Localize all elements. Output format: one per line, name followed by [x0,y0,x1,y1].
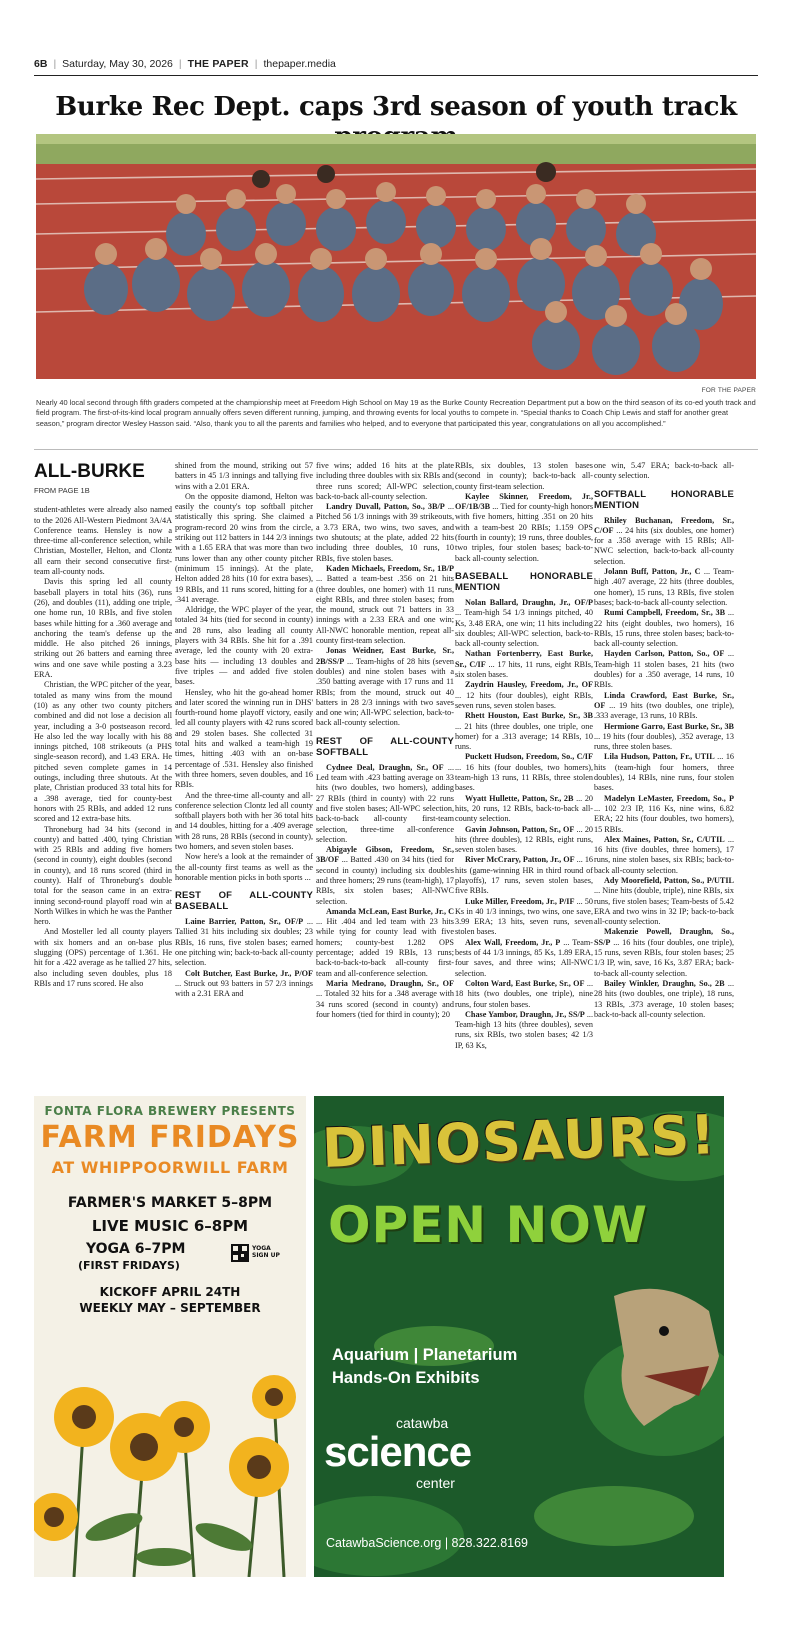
player-name: Alex Maines, Patton, Sr., C/UTIL [604,834,725,844]
player-stats: ... 18 hits (two doubles, one triple), nine runs, four stolen bases. [455,978,593,1009]
ad-location: AT WHIPPOORWILL FARM [51,1158,289,1177]
player-entry [316,502,454,564]
player-name: Jolann Buff, Patton, Jr., C [604,567,701,577]
player-stats: ... 20 hits, 20 runs, 12 RBIs, back-to-back all-county selection. [455,793,594,824]
ad-features-line-1: Aquarium | Planetarium [332,1346,518,1364]
player-entry [316,564,454,646]
player-name: Hayden Carlson, Patton, So., OF [604,649,725,659]
page-number: 6B [34,57,48,70]
player-name: Rhett Houston, East Burke, Sr., 3B [465,711,593,721]
player-name: Linda Crawford, East Burke, Sr., OF [594,690,734,710]
player-entry [316,646,454,728]
paragraph: Christian, the WPC pitcher of the year, totaled as many wins from the mound (10) as any other two county pitchers combined and did not lose a decision all year, including a 3-0 postseason record. He also led the way locally with his 88 innings pitched, 108 strikeouts (a PHS single-season record), and 1.43 ERA. He pitched seven complete games in 14 outings, including three shutouts. At the plate, Christian produced 33 total hits for a .398 average, tied for county-best honors with 25 RBIs, and added 12 runs scored and 12 extra-base hits. [34,680,172,824]
page-header [34,56,758,76]
player-stats: ... 12 hits (four doubles), eight RBIs, seven runs, seven stolen bases. [455,690,593,710]
player-stats: ... Team-highs of 28 hits (seven doubles) and nine stolen bases with a .350 batting average with 17 runs and 11 RBIs; from the mound, struck out 40 batters in 28 2/3 innings with two saves and one win; All-WPC selection, back-to-back all-county selection. [316,656,454,728]
player-name: Nolan Ballard, Draughn, Jr., OF/P [465,597,593,607]
player-entry [316,763,454,845]
player-stats: ... Tied for county-high honors with five homers, hitting .351 on 20 hits with a team-best 20 RBIs; 1.159 OPS (fourth in county); 19 runs, three doubles, two triples, four stolen bases; back-to-back all-county selection. [455,502,593,563]
player-stats: ... Tallied 31 hits including six doubles; 23 RBIs, 16 runs, five stolen bases; earned one pitching win; back-to-back all-county selection. [175,917,314,968]
ad-yoga-time: YOGA 6–7PM [86,1241,186,1257]
paragraph: Davis this spring led all county baseball players in total hits (36), runs (26), and doubles (11), adding one triple, one home run, 10 RBIs, and five stolen bases while hitting for a .360 average and anchoring the team's defense up the middle. He also pitched 26 innings, striking out 26 batters and earning three wins and one save while posting a 3.23 ERA. [34,577,172,680]
section-heading: BASEBALL HONORABLE MENTION [455,570,593,593]
issue-date: Saturday, May 30, 2026 [62,57,173,70]
player-name: Hermione Garro, East Burke, Sr., 3B [604,721,734,731]
player-entry [594,835,734,876]
player-stats: ... 16 hits (four doubles, one triple), 15 runs, seven RBIs, four stolen bases; 25 1/3 IP, win, save, 16 Ks, 3.87 ERA; back-to-back all-county selection. [594,937,734,978]
player-entry [175,969,313,1000]
player-stats: ... 24 hits (six doubles, one homer) for a .358 average with 15 RBIs; All-NWC selection, back-to-back all-county selection. [594,525,734,566]
article-column-5 [594,461,734,1020]
article-title: ALL-BURKE [34,461,145,482]
player-stats: ... Team-high 54 1/3 innings pitched, 40 Ks, 3.48 ERA, one win; 11 hits including six doubles; All-WPC selection, back-to-back all-county selection. [455,608,593,649]
ad-contact[interactable]: CatawbaScience.org | 828.322.8169 [326,1536,529,1550]
player-name: Amanda McLean, East Burke, Jr., C [326,906,454,916]
player-entry [594,794,734,835]
player-name: Madelyn LeMaster, Freedom, So., P [604,793,734,803]
player-stats: ... 16 hits (four doubles, two homers), team-high 13 runs, 11 RBIs, three stolen bases. [455,762,593,793]
paragraph: five wins; added 16 hits at the plate including three doubles with six RBIs and three runs scored; All-WPC selection, back-to-back all-county selection. [316,461,454,501]
section-heading: REST OF ALL-COUNTY SOFTBALL [316,735,454,758]
paragraph: RBIs, six doubles, 13 stolen bases (second in county); back-to-back all-county first-team selection. [455,461,593,491]
paper-name: THE PAPER [187,57,249,70]
paragraph: Now here's a look at the remainder of the all-county first teams as well as the honorable mention picks in both sports ... [175,852,313,882]
player-entry [594,691,734,722]
player-stats: ... 28 hits (two doubles, one triple), 18 runs, 13 RBIs, .373 average, 10 stolen bases; back-to-back all-county selection. [594,978,734,1019]
paragraph: Hensley, who hit the go-ahead homer and later scored the winning run in DHS' fourth-round home playoff victory, easily led all county players with 42 runs scored and 29 stolen bases. She collected 31 total hits and walked a team-high 19 times, hitting .403 with an on-base percentage of .531. Hensley also finished with three homers, seven doubles, and 16 RBIs. [175,687,313,790]
ad-headline: DINOSAURS! [321,1103,717,1180]
player-stats: ... Team-high 11 stolen bases, 21 hits (two doubles) for a .350 average, 14 runs, 10 RBIs. [594,649,734,690]
player-name: Maria Medrano, Draughn, Sr., OF [326,978,454,988]
player-stats: ... 19 hits (two doubles, one triple), .333 average, 13 runs, 10 RBIs. [594,700,734,721]
paragraph: student-athletes were already also named to the 2026 All-Western Piedmont 3A/4A Conference teams. Hensley is now a three-time all-conference selection, while Christian, Mosteller, Helton, and Clontz all earn their second consecutive first-team all-county nods. [34,505,172,577]
player-entry [594,649,734,690]
player-entry [455,752,593,793]
player-name: Alex Wall, Freedom, Jr., P [465,937,561,947]
player-entry [594,876,734,927]
player-stats: ... Team-high 13 hits (three doubles), seven runs, six RBIs, two stolen bases; 42 1/3 IP, 63 Ks, [455,1009,593,1050]
logo-catawba: catawba [396,1415,449,1431]
player-name: Landry Duvall, Patton, So., 3B/P [326,502,445,512]
paragraph: Throneburg had 34 hits (second in county) and batted .400, tying Christian with 25 RBIs and adding five homers (second in county), eight doubles (second in county), and 18 runs scored (third in county). Half of Throneburg's double total for the season came in an extra-inning second-round playoff road win at North Wilkes in which he was the Panther hero. [34,824,172,927]
ad-presenter: FONTA FLORA BREWERY PRESENTS [44,1104,296,1118]
player-entry [594,608,734,649]
jump-line: FROM PAGE 1B [34,486,90,495]
player-name: Colt Butcher, East Burke, Jr., P/OF [185,968,313,978]
player-entry [594,927,734,978]
player-entry [594,516,734,567]
science-center-ad[interactable] [314,1096,724,1577]
player-entry [455,492,593,564]
player-entry [455,680,593,711]
player-entry [316,979,454,1020]
paragraph: shined from the mound, striking out 57 batters in 45 1/3 innings and tallying five wins with a 2.01 ERA. [175,461,313,491]
player-stats: ... Batted .430 on 34 hits (tied for second in county) including six doubles and three homers; 29 runs (team-high), 17 RBIs, six stolen bases; All-NWC selection. [316,855,455,906]
player-name: Laine Barrier, Patton, Sr., OF/P [185,917,304,927]
headline: Burke Rec Dept. caps 3rd season of youth track [55,92,737,122]
player-entry [594,567,734,608]
player-stats: ... 19 hits (four doubles), .352 average, 13 runs, three stolen bases. [594,731,734,752]
qr-code-icon[interactable] [231,1244,249,1262]
player-name: Lila Hudson, Patton, Fr., UTIL [604,752,715,762]
player-name: Zaydrin Hausley, Freedom, Jr., OF [465,680,593,690]
player-name: Abigayle Gibson, Freedom, Sr., 3B/OF [316,845,454,865]
player-name: Kaylee Skinner, Freedom, Jr., OF/1B/3B [455,491,593,512]
photo-credit: FOR THE PAPER [701,387,756,394]
article-column-2 [175,461,313,1000]
player-entry [175,917,313,968]
player-stats: ... Totaled 32 hits for a .348 average with 34 runs scored (second in county) and four homers (tied for third in county); 20 [316,989,454,1019]
team-photo [36,134,756,379]
separator: | [53,57,57,70]
player-stats: ... 50 Ks in 40 1/3 innings, two wins, one save, 3.99 ERA; 13 hits, seven runs, seven stolen bases. [455,896,593,937]
player-name: Luke Miller, Freedom, Jr., P/IF [465,896,575,906]
qr-label: YOGA SIGN UP [252,1245,280,1259]
player-stats: ... 16 hits (team-high four homers, three doubles), 14 RBIs, nine runs, four stolen bases. [594,752,735,793]
player-entry [594,979,734,1020]
ad-open-now: OPEN NOW [328,1196,649,1254]
player-entry [455,598,593,649]
section-heading: SOFTBALL HONORABLE MENTION [594,488,734,511]
player-stats: ... Batted a team-best .356 on 21 hits (three doubles, one homer) with 11 runs, eight RBIs, and three stolen bases; from the mound, struck out 71 batters in 33 innings with a 2.33 ERA and one win; All-NWC honorable mention, repeat all-county first-team selection. [316,574,454,646]
player-entry [455,938,593,979]
player-name: River McCrary, Patton, Jr., OF [465,855,575,865]
player-name: Rhiley Buchanan, Freedom, Sr., C/OF [594,515,734,535]
player-stats: ... 17 hits, 11 runs, eight RBIs, six stolen bases. [455,659,593,680]
ad-features-line-2: Hands-On Exhibits [332,1369,480,1387]
player-name: Colton Ward, East Burke, Sr., OF [465,978,585,988]
player-entry [455,649,593,680]
player-entry [455,855,593,896]
section-heading: REST OF ALL-COUNTY BASEBALL [175,890,313,913]
player-entry [455,979,593,1010]
ad-market-time: FARMER'S MARKET 5–8PM [67,1195,273,1211]
player-entry [316,907,454,979]
player-stats: ... 16 hits (five doubles, three homers), 17 runs, nine stolen bases, six RBIs; back-to-back all-county selection. [594,834,734,875]
player-name: Ady Moorefield, Patton, So., P/UTIL [604,875,734,885]
player-name: Chase Yambor, Draughn, Jr., SS/P [465,1009,585,1019]
player-entry [455,897,593,938]
separator: | [254,57,258,70]
paper-site[interactable]: thepaper.media [263,57,336,70]
player-entry [455,794,593,825]
player-name: Makenzie Powell, Draughn, So., SS/P [594,927,734,947]
player-stats: ... Struck out 93 batters in 57 2/3 innings with a 2.31 ERA and [175,978,313,999]
ad-weekly: WEEKLY MAY – SEPTEMBER [79,1301,261,1315]
player-entry [455,825,593,856]
article-column-4 [455,461,593,1051]
paragraph: On the opposite diamond, Helton was easily the county's top softball pitcher statistically this spring. She claimed a program-record 20 wins from the circle, striking out 112 batters in 144 2/3 innings with a 1.65 ERA that was more than two runs lower than any other county pitcher (minimum 15 innings). At the plate, Helton added 28 hits (10 for extra bases), 19 RBIs, and 11 runs scored, hitting for a .341 average. [175,491,313,604]
player-entry [316,845,454,907]
player-stats: ... 16 hits (game-winning HR in third round of playoffs), 17 runs, seven stolen bases, five RBIs. [455,855,594,896]
player-stats: ... 20 hits (three doubles), 12 RBIs, eight runs, seven stolen bases. [455,824,594,855]
ad-kickoff: KICKOFF APRIL 24TH [99,1285,241,1299]
player-stats: ... Team-bests of 44 1/3 innings, 85 Ks, 1.89 ERA, four saves, and three wins; All-NWC selection. [455,937,593,978]
logo-center: center [416,1475,455,1491]
player-stats: ... Nine hits (double, triple), nine RBIs, six runs, five stolen bases; Team-bests of 5.42 ERA and two wins in 32 IP; back-to-back all-county selection. [594,886,734,927]
paragraph: And Mosteller led all county players with six homers and an on-base plus slugging (OPS) percentage of 1.361. He hit for a .422 average as he tallied 27 hits, also including seven doubles, plus 18 RBIs and 17 runs scored. He also [34,927,172,988]
player-name: Jonas Weidner, East Burke, Sr., 2B/SS/P [316,646,454,666]
player-name: Rumi Campbell, Freedom, Sr., 3B [604,608,726,618]
logo-science: science [324,1428,472,1475]
player-name: Bailey Winkler, Draughn, So., 2B [604,978,725,988]
player-entry [455,711,593,752]
player-entry [594,752,734,793]
article-column-3 [316,461,454,1020]
player-name: Cydnee Deal, Draughn, Sr., OF [326,762,444,772]
team-photo-image [36,134,756,379]
player-entry [455,1010,593,1051]
player-stats: ... 21 hits (three doubles, one triple, one homer) for a .313 average; 14 RBIs, 10 runs. [455,721,593,752]
article-column-1 [34,461,172,989]
player-name: Gavin Johnson, Patton, Sr., OF [465,824,575,834]
player-name: Puckett Hudson, Freedom, So., C/IF [465,752,593,762]
player-stats: ... Pitched 56 1/3 innings with 39 strikeouts, a 3.73 ERA, two wins, two saves, and two shutouts; at the plate, added 22 hits including three doubles, 10 runs, 10 RBIs, five stolen bases. [316,502,454,563]
player-entry [594,722,734,753]
player-name: Nathan Fortenberry, East Burke, Sr., C/IF [455,649,593,669]
player-stats: ... 22 hits (eight doubles, two homers), 16 RBIs, 15 runs, three stolen bases; back-to-back all-county selection. [594,608,735,649]
ad-music-time: LIVE MUSIC 6–8PM [91,1217,249,1235]
paragraph: Aldridge, the WPC player of the year, totaled 34 hits (tied for second in county) and 28 runs, also leading all county players with 34 RBIs. She hit for a .391 average, led the county with 20 extra-base hits — including 13 doubles and five triples — and added five stolen bases. [175,605,313,687]
separator: | [178,57,182,70]
divider [34,449,758,450]
ad-yoga-note: (FIRST FRIDAYS) [78,1259,180,1272]
player-stats: ... Team-high .407 average, 22 hits (three doubles, one homer), 15 runs, 13 RBIs, five stolen bases; back-to-back all-county selection. [594,567,734,607]
paragraph: And the three-time all-county and all-conference selection Clontz led all county softball players both with her 36 total hits and 14 doubles, hitting for a .409 average with 28 runs, 28 RBIs (second in county), two homers, and seven stolen bases. [175,790,313,851]
player-stats: ... Hit .404 and led team with 23 hits while tying for county lead with five homers; county-best 1.282 OPS percentage; added 19 RBIs, 13 runs; back-to-back-to-back all-county first-team and all-conference selection. [316,917,454,978]
sunflowers-illustration [34,1327,306,1577]
player-name: Wyatt Hullette, Patton, Sr., 2B [465,793,574,803]
paragraph: one win, 5.47 ERA; back-to-back all-county selection. [594,461,734,481]
player-stats: ... 102 2/3 IP, 116 Ks, nine wins, 6.82 ERA; 22 hits (four doubles, two homers), 15 RBIs. [594,803,734,834]
ad-title: FARM FRIDAYS [40,1120,300,1155]
farm-fridays-ad[interactable] [34,1096,306,1577]
player-name: Kaden Michaels, Freedom, Sr., 1B/P [326,563,454,573]
photo-caption: Nearly 40 local second through fifth graders competed at the championship meet at Freedom High School on May 19 as the Burke County Recreation Department put a bow on the third season of its co-ed youth track and field program. The first-of-its-kind local program annually offers seven different running, jumping, and throwing events for local youths to compete in. “Special thanks to Coach Chip Lewis and staff for another great season,” program director Wesley Hasson said. “Also, thank you to all the parents and families who helped, and to everyone that participated this year, congratulations on all you accomplished.” [36,398,756,428]
player-stats: ... Led team with .423 batting average on 33 hits (two doubles, two homers), adding 27 RBIs (third in county) with 22 runs and five stolen bases; All-WPC selection, back-to-back all-county first-team selection, three-time all-conference selection. [316,762,454,844]
